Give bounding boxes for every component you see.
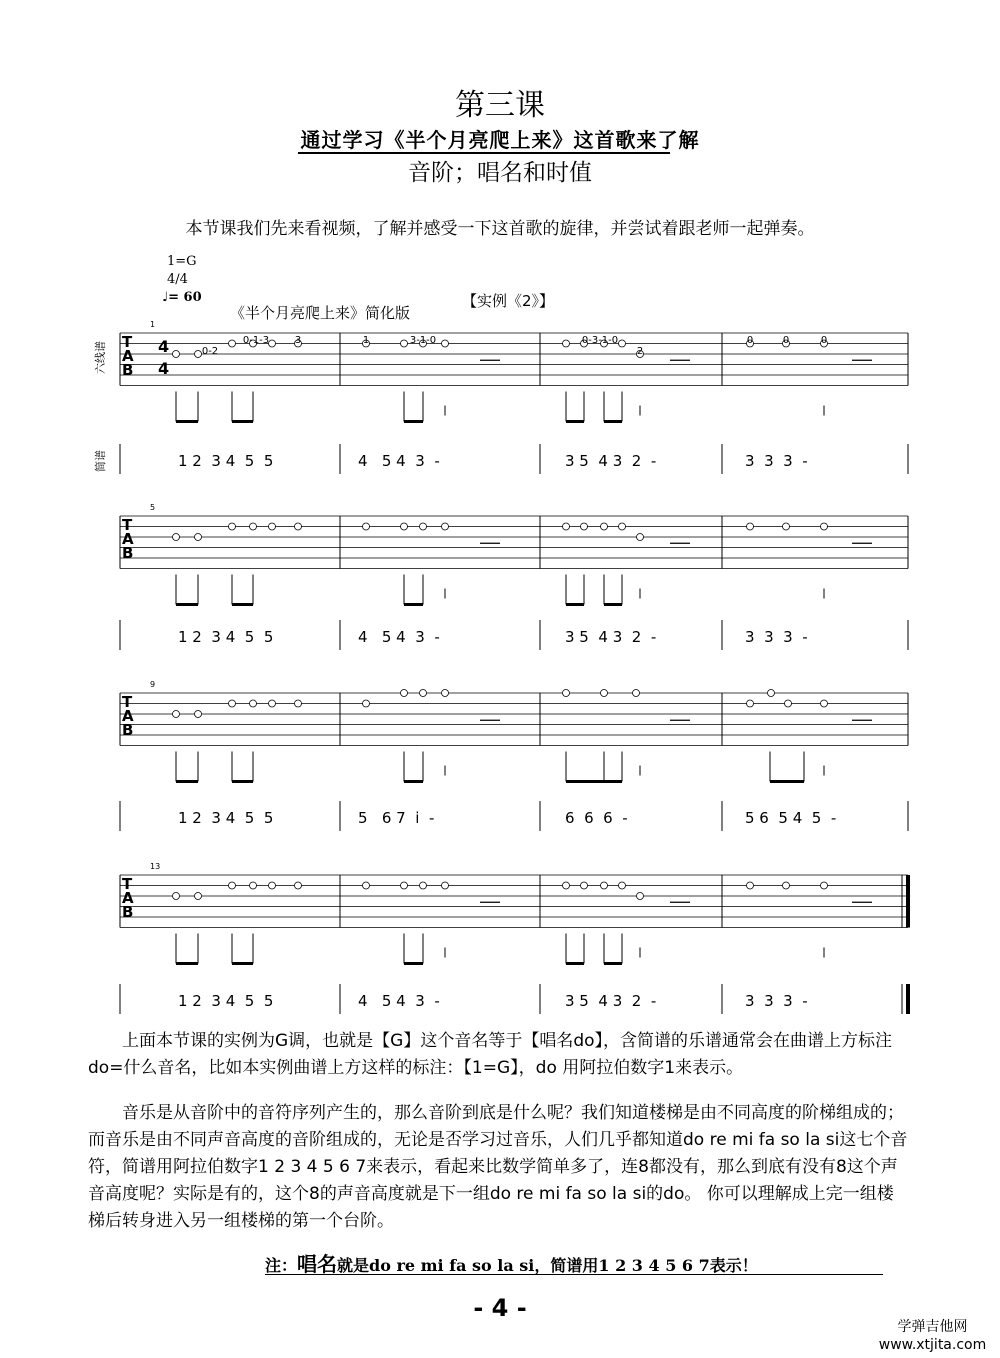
tab-note [363,700,370,707]
tab-note [195,711,202,718]
tab-note [229,700,236,707]
tab-note [173,711,180,718]
tab-letter: B [122,361,134,379]
tab-note [747,882,754,889]
tab-note [637,893,644,900]
tab-note [173,351,180,358]
tab-note [563,523,570,530]
body-paragraph-1: 上面本节课的实例为G调，也就是【G】这个音名等于【唱名do】，含简谱的乐谱通常会在曲谱上方标注do=什么音名，比如本实例曲谱上方这样的标注：【1=G】，do 用阿拉伯数字1来表示。 [88,1031,893,1078]
tab-note [442,340,449,347]
tab-note [747,523,754,530]
jianpu-measure: 6 6 6 - [565,809,628,827]
jianpu-measure: 3 3 3 - [745,992,808,1010]
tab-fret-label: 0-3-1-0 [581,335,619,346]
tab-note [269,340,276,347]
jianpu-measure: 3 3 3 - [745,628,808,646]
tab-note [295,882,302,889]
time-sig-top: 4 [158,337,170,356]
tab-fret-label: 0 [820,335,828,346]
tab-letter: T [122,516,133,534]
tab-note [173,534,180,541]
jianpu-measure: 4 5 4 3 - [358,628,440,646]
tab-fret-label: 0-2 [201,346,219,357]
tab-letter: T [122,333,133,351]
lesson-subtitle-2: 音阶；唱名和时值 [408,160,592,186]
watermark-url: www.xtjita.com [878,1337,987,1353]
watermark-site-name: 学弹吉他网 [897,1319,968,1335]
tab-side-label: 六线谱 [94,341,107,374]
tab-fret-label: 0 [782,335,790,346]
tab-note [363,882,370,889]
tab-note [747,700,754,707]
tab-fret-label: 3 [294,335,302,346]
tab-letter: B [122,903,134,921]
tab-note [229,340,236,347]
jianpu-measure: 1 2 3 4 5 5 [178,628,274,646]
jianpu-measure: 4 5 4 3 - [358,992,440,1010]
tab-note [601,523,608,530]
tab-note [821,882,828,889]
tab-note [783,882,790,889]
tab-note [783,523,790,530]
tab-note [250,882,257,889]
tab-note [633,690,640,697]
tab-note [581,523,588,530]
tab-letter: T [122,693,133,711]
intro-text: 本节课我们先来看视频，了解并感受一下这首歌的旋律，并尝试着跟老师一起弹奏。 [185,219,815,239]
tab-note [420,523,427,530]
jianpu-measure: 4 5 4 3 - [358,452,440,470]
body-paragraph-2: 音乐是从音阶中的音符序列产生的，那么音阶到底是什么呢？我们知道楼梯是由不同高度的阶梯组成的；而音乐是由不同声音高度的音阶组成的，无论是否学习过音乐，人们几乎都知道do re mi fa so la si这七个音符，简谱用阿拉伯数字1 2 3 4 5 6 7来表示，看起来比数学简单多了，连8都没有，那么到底有没有8这个声音高度呢？实际是有的，这个8的声音高度就是下一组do re mi fa so la si的do。 你可以理解成上完一组楼梯后转身进入另一组楼梯的第一个台阶。 [88,1103,908,1231]
tab-note [619,340,626,347]
watermark [870,1318,995,1354]
tab-note [442,523,449,530]
tempo-marking: ♩= 60 [162,290,202,305]
tab-note [250,700,257,707]
note-text: 就是do re mi fa so la si，简谱用1 2 3 4 5 6 7表示！ [337,1256,758,1275]
tab-note [363,523,370,530]
tab-letter: A [122,889,134,907]
tab-note [401,882,408,889]
tab-letter: T [122,875,133,893]
lesson-title: 第三课 [455,88,545,123]
tab-letter: A [122,347,134,365]
tab-fret-label: 0-1-3 [242,335,270,346]
note-prefix: 注： [265,1256,298,1275]
tab-letter: A [122,530,134,548]
note-keyword: 唱名 [297,1252,338,1276]
key-signature: 1=G [167,254,197,269]
jianpu-measure: 1 2 3 4 5 5 [178,992,274,1010]
tab-note [269,523,276,530]
tab-note [619,523,626,530]
measure-number: 13 [150,862,161,871]
tab-fret-label: 3-1-0 [409,335,437,346]
tab-note [401,523,408,530]
song-title: 《半个月亮爬上来》简化版 [230,304,411,322]
tab-letter: A [122,707,134,725]
jianpu-measure: 3 5 4 3 2 - [565,628,657,646]
tab-note [269,700,276,707]
jianpu-measure: 3 3 3 - [745,452,808,470]
jianpu-measure: 3 5 4 3 2 - [565,992,657,1010]
note-underline [265,1274,883,1275]
tab-note [195,534,202,541]
tab-note [563,690,570,697]
tab-note [637,534,644,541]
tab-note [601,690,608,697]
tab-note [229,882,236,889]
time-signature-text: 4/4 [167,272,188,287]
tab-note [601,882,608,889]
tab-note [619,882,626,889]
lesson-subtitle: 通过学习《半个月亮爬上来》这首歌来了解 [300,128,700,152]
tab-note [563,340,570,347]
tab-note [195,893,202,900]
jianpu-measure: 5 6 5 4 5 - [745,809,837,827]
tab-note [785,700,792,707]
jianpu-side-label: 简谱 [94,450,107,472]
tab-note [229,523,236,530]
tab-note [401,690,408,697]
jianpu-measure: 1 2 3 4 5 5 [178,452,274,470]
tab-note [768,690,775,697]
tab-note [295,700,302,707]
tab-note [195,351,202,358]
tab-note [821,523,828,530]
note-line [265,1248,885,1277]
jianpu-measure: 3 5 4 3 2 - [565,452,657,470]
measure-number: 1 [150,320,156,329]
tab-note [401,340,408,347]
tab-note [581,882,588,889]
example-label: 【实例《2》】 [462,292,555,310]
tab-letter: B [122,544,134,562]
tab-fret-label: 0 [746,335,754,346]
tab-note [442,690,449,697]
tab-note [173,893,180,900]
tab-letter: B [122,721,134,739]
measure-number: 9 [150,680,156,689]
measure-number: 5 [150,503,156,512]
tab-fret-label: 2 [636,346,644,357]
tab-note [420,882,427,889]
jianpu-measure: 1 2 3 4 5 5 [178,809,274,827]
tab-note [250,523,257,530]
page-number: - 4 - [473,1294,527,1322]
jianpu-measure: 5 6 7 i - [358,809,435,827]
tab-note [295,523,302,530]
time-sig-bottom: 4 [158,359,170,378]
tab-note [563,882,570,889]
tab-note [442,882,449,889]
tab-fret-label: 1 [362,335,370,346]
tab-note [821,700,828,707]
tab-note [420,690,427,697]
tab-note [269,882,276,889]
